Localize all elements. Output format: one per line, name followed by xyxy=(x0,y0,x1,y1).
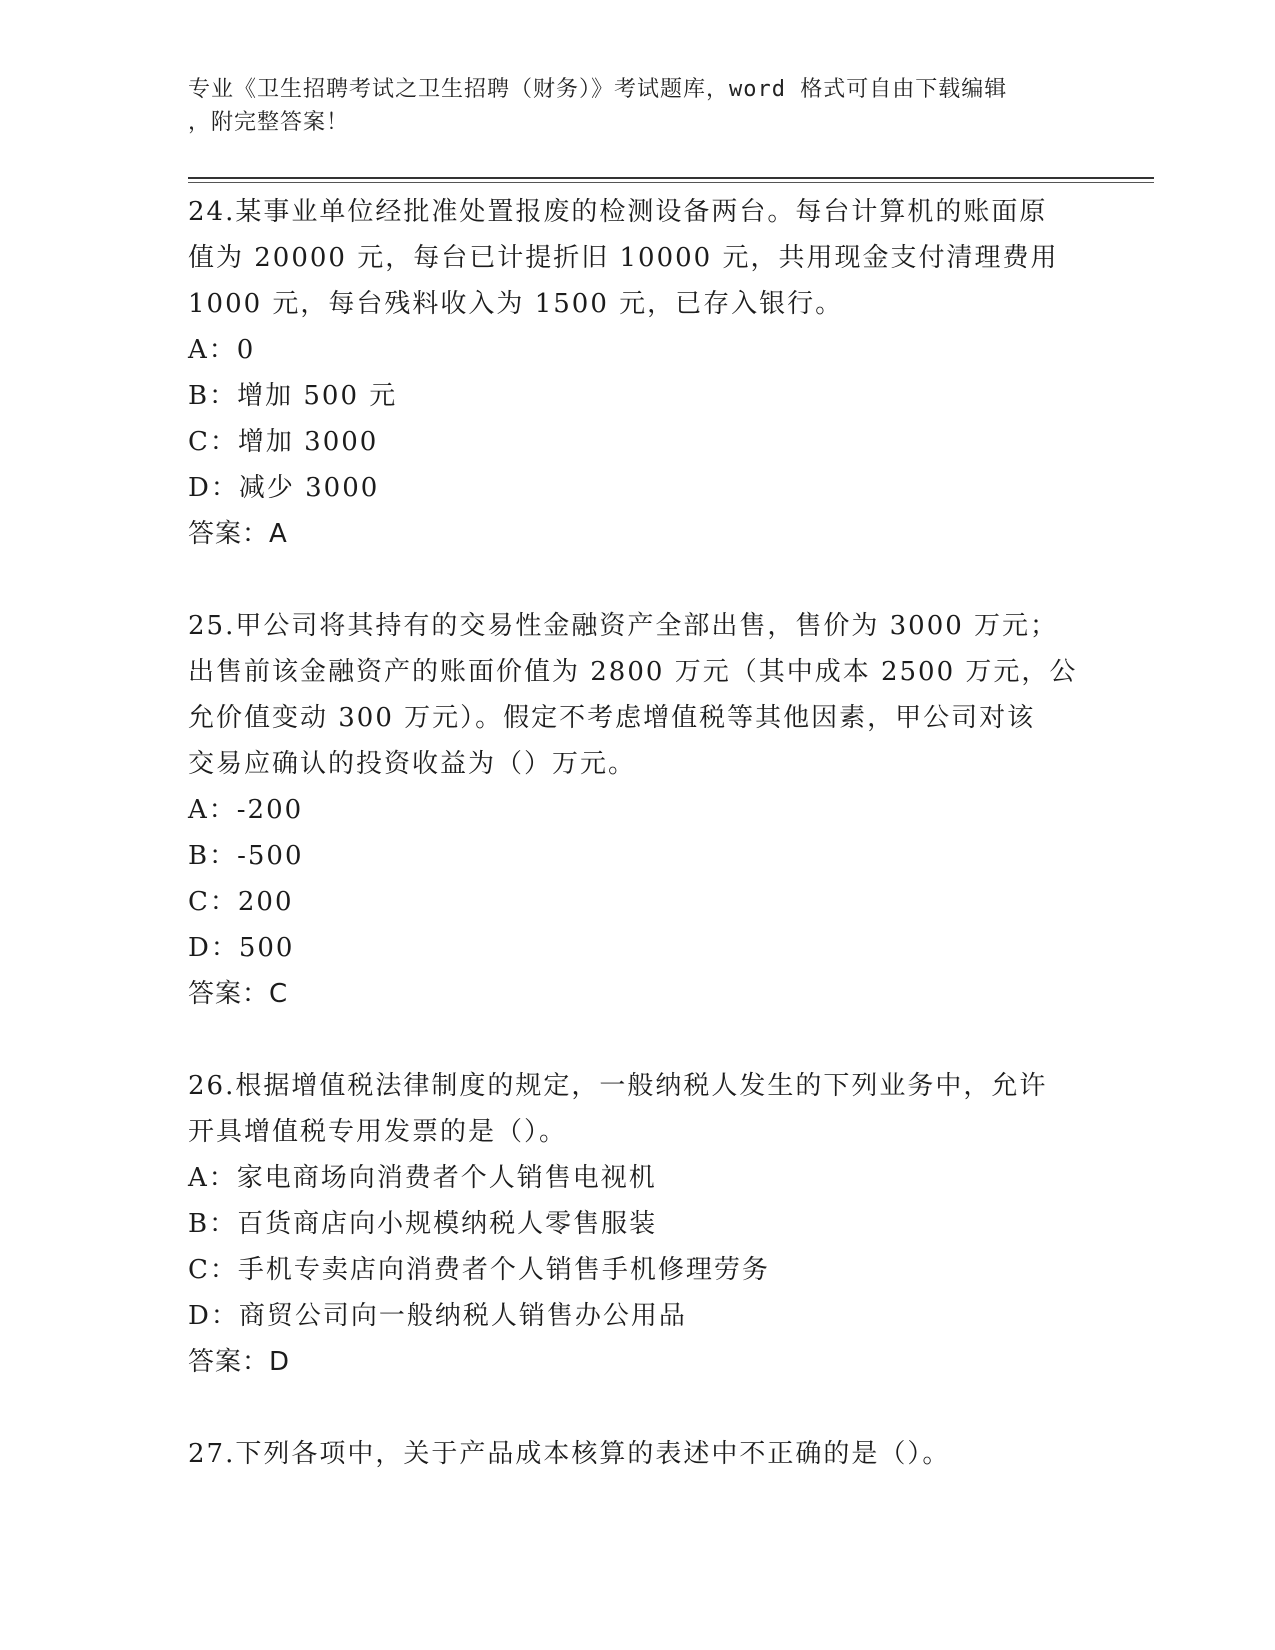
question-text-line: 值为 20000 元，每台已计提折旧 10000 元，共用现金支付清理费用 xyxy=(188,243,1059,273)
question-25 xyxy=(188,603,1088,1017)
spacer xyxy=(188,557,1088,603)
spacer xyxy=(188,1385,1088,1431)
question-list xyxy=(188,189,1088,1477)
option-d: D：500 xyxy=(188,933,295,963)
option-c: C：增加 3000 xyxy=(188,427,379,457)
option-c: C：200 xyxy=(188,887,294,917)
question-27 xyxy=(188,1431,1088,1477)
question-text-line: 27.下列各项中，关于产品成本核算的表述中不正确的是（）。 xyxy=(188,1439,951,1469)
header-line-1: 专业《卫生招聘考试之卫生招聘（财务）》考试题库，word 格式可自由下载编辑 xyxy=(188,77,1008,102)
answer-label: 答案：D xyxy=(188,1347,291,1377)
header-divider-thick xyxy=(188,177,1154,179)
question-text-line: 交易应确认的投资收益为（）万元。 xyxy=(188,749,637,779)
option-a: A：-200 xyxy=(188,795,304,825)
question-24 xyxy=(188,189,1088,557)
spacer xyxy=(188,1017,1088,1063)
question-text-line: 允价值变动 300 万元）。假定不考虑增值税等其他因素，甲公司对该 xyxy=(188,703,1036,733)
option-d: D：减少 3000 xyxy=(188,473,380,503)
option-a: A：家电商场向消费者个人销售电视机 xyxy=(188,1163,657,1193)
header-divider-thin xyxy=(188,182,1154,183)
question-26 xyxy=(188,1063,1088,1385)
question-text-line: 24.某事业单位经批准处置报废的检测设备两台。每台计算机的账面原 xyxy=(188,197,1048,227)
header-line-2: ，附完整答案！ xyxy=(188,110,350,135)
question-text-line: 26.根据增值税法律制度的规定，一般纳税人发生的下列业务中，允许 xyxy=(188,1071,1048,1101)
option-b: B：-500 xyxy=(188,841,304,871)
answer-label: 答案：C xyxy=(188,979,289,1009)
question-text-line: 开具增值税专用发票的是（）。 xyxy=(188,1117,568,1147)
option-c: C：手机专卖店向消费者个人销售手机修理劳务 xyxy=(188,1255,770,1285)
document-header xyxy=(188,73,1088,139)
question-text-line: 出售前该金融资产的账面价值为 2800 万元（其中成本 2500 万元，公 xyxy=(188,657,1078,687)
option-b: B：增加 500 元 xyxy=(188,381,398,411)
option-a: A：0 xyxy=(188,335,256,365)
answer-label: 答案：A xyxy=(188,519,288,549)
question-text-line: 25.甲公司将其持有的交易性金融资产全部出售，售价为 3000 万元； xyxy=(188,611,1059,641)
option-d: D：商贸公司向一般纳税人销售办公用品 xyxy=(188,1301,687,1331)
question-text-line: 1000 元，每台残料收入为 1500 元，已存入银行。 xyxy=(188,289,844,319)
option-b: B：百货商店向小规模纳税人零售服装 xyxy=(188,1209,658,1239)
